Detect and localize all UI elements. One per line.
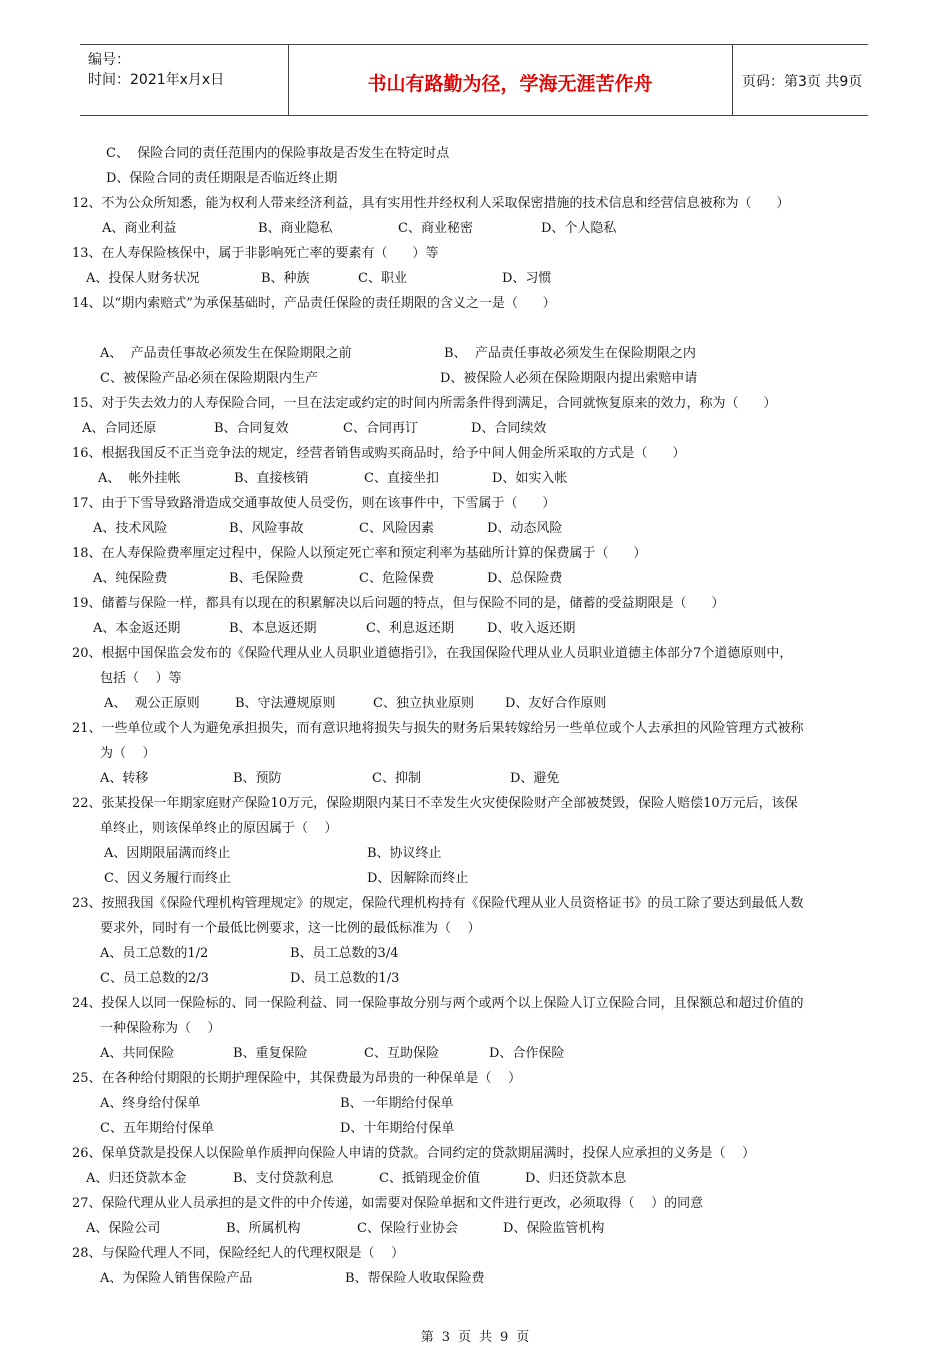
option: A、 帐外挂帐 <box>98 471 181 486</box>
question-line: 12、不为公众所知悉，能为权利人带来经济利益，具有实用性并经权利人采取保密措施的技术信息和经营信息被称为（ ） <box>72 196 790 211</box>
option: B、守法遵规原则 <box>235 696 336 711</box>
option: C、危险保费 <box>359 571 434 586</box>
option: C、利息返还期 <box>366 621 454 636</box>
option: D、避免 <box>510 771 560 786</box>
code-label: 编号： <box>88 52 130 68</box>
option: C、直接坐扣 <box>364 471 439 486</box>
option: B、 产品责任事故必须发生在保险期限之内 <box>444 346 696 361</box>
header-page-cell <box>732 45 868 115</box>
option: A、归还贷款本金 <box>86 1171 187 1186</box>
option: A、员工总数的1/2 <box>100 946 209 961</box>
option: B、帮保险人收取保险费 <box>345 1271 485 1286</box>
footer-label: 页 <box>457 1330 471 1345</box>
question-line: 22、张某投保一年期家庭财产保险10万元，保险期限内某日不幸发生火灾使保险财产全部被焚毁，保险人赔偿10万元后，该保 <box>72 796 798 811</box>
text-line: D、保险合同的责任期限是否临近终止期 <box>106 171 338 186</box>
option: B、种族 <box>261 271 310 286</box>
option: D、合同续效 <box>471 421 547 436</box>
option: C、合同再订 <box>343 421 418 436</box>
option: B、本息返还期 <box>229 621 317 636</box>
question-line: 23、按照我国《保险代理机构管理规定》的规定，保险代理机构持有《保险代理从业人员资格证书》的员工除了要达到最低人数 <box>72 896 804 911</box>
question-line: 16、根据我国反不正当竞争法的规定，经营者销售或购买商品时，给予中间人佣金所采取的方式是（ ） <box>72 446 686 461</box>
text-line: C、 保险合同的责任范围内的保险事故是否发生在特定时点 <box>106 146 450 161</box>
question-line: 13、在人寿保险核保中，属于非影响死亡率的要素有（ ）等 <box>72 246 439 261</box>
option: A、纯保险费 <box>93 571 168 586</box>
option: D、员工总数的1/3 <box>290 971 400 986</box>
option: B、支付贷款利息 <box>233 1171 334 1186</box>
option: D、因解除而终止 <box>367 871 469 886</box>
option: B、重复保险 <box>233 1046 308 1061</box>
option: A、 产品责任事故必须发生在保险期限之前 <box>100 346 352 361</box>
option: D、个人隐私 <box>541 221 617 236</box>
option: D、友好合作原则 <box>505 696 607 711</box>
question-line: 14、以“期内索赔式”为承保基础时，产品责任保险的责任期限的含义之一是（ ） <box>72 296 556 311</box>
question-line: 单终止，则该保单终止的原因属于（ ） <box>100 821 338 836</box>
question-line: 为（ ） <box>100 746 156 761</box>
option: C、抑制 <box>372 771 421 786</box>
question-line: 28、与保险代理人不同，保险经纪人的代理权限是（ ） <box>72 1246 405 1261</box>
page-info: 页码：第3页 共9页 <box>742 74 863 90</box>
question-line: 21、一些单位或个人为避免承担损失，而有意识地将损失与损失的财务后果转嫁给另一些单位或个人去承担的风险管理方式被称 <box>72 721 804 736</box>
option: A、本金返还期 <box>93 621 181 636</box>
page-header <box>80 44 868 116</box>
option: A、商业利益 <box>102 221 177 236</box>
footer-label: 页 <box>516 1330 530 1345</box>
option: B、一年期给付保单 <box>340 1096 454 1111</box>
option: C、风险因素 <box>359 521 434 536</box>
motto: 书山有路勤为径，学海无涯苦作舟 <box>367 73 653 95</box>
option: B、直接核销 <box>234 471 309 486</box>
option: B、风险事故 <box>229 521 304 536</box>
header-meta-cell <box>80 45 289 115</box>
option: B、毛保险费 <box>229 571 304 586</box>
option: D、被保险人必须在保险期限内提出索赔申请 <box>440 371 698 386</box>
option: B、商业隐私 <box>258 221 333 236</box>
option: D、归还贷款本息 <box>525 1171 627 1186</box>
option: C、商业秘密 <box>398 221 473 236</box>
option: A、因期限届满而终止 <box>104 846 231 861</box>
question-line: 17、由于下雪导致路滑造成交通事故使人员受伤，则在该事件中，下雪属于（ ） <box>72 496 556 511</box>
option: D、动态风险 <box>487 521 563 536</box>
page-footer <box>0 1326 950 1345</box>
option: A、保险公司 <box>86 1221 161 1236</box>
option: D、合作保险 <box>489 1046 565 1061</box>
option: D、收入返还期 <box>487 621 576 636</box>
option: B、协议终止 <box>367 846 442 861</box>
option: B、所属机构 <box>226 1221 301 1236</box>
option: A、合同还原 <box>82 421 157 436</box>
option: C、员工总数的2/3 <box>100 971 209 986</box>
question-line: 26、保单贷款是投保人以保险单作质押向保险人申请的贷款。合同约定的贷款期届满时，投保人应承担的义务是（ ） <box>72 1146 756 1161</box>
option: C、职业 <box>358 271 407 286</box>
question-line: 25、在各种给付期限的长期护理保险中，其保费最为昂贵的一种保单是（ ） <box>72 1071 522 1086</box>
option: C、因义务履行而终止 <box>104 871 231 886</box>
footer-page-number: 3 <box>441 1330 450 1345</box>
option: C、互助保险 <box>364 1046 439 1061</box>
option: A、为保险人销售保险产品 <box>100 1271 253 1286</box>
footer-label: 共 <box>479 1330 493 1345</box>
option: A、技术风险 <box>93 521 168 536</box>
option: A、终身给付保单 <box>100 1096 201 1111</box>
question-line: 包括（ ）等 <box>100 671 182 686</box>
option: D、十年期给付保单 <box>340 1121 455 1136</box>
header-motto-cell <box>288 45 733 115</box>
option: C、抵销现金价值 <box>379 1171 480 1186</box>
option: A、共同保险 <box>100 1046 175 1061</box>
option: C、保险行业协会 <box>357 1221 458 1236</box>
option: D、习惯 <box>502 271 552 286</box>
option: B、预防 <box>233 771 282 786</box>
footer-label: 第 <box>420 1330 434 1345</box>
question-line: 一种保险称为（ ） <box>100 1021 221 1036</box>
question-line: 15、对于失去效力的人寿保险合同，一旦在法定或约定的时间内所需条件得到满足，合同就恢复原来的效力，称为（ ） <box>72 396 777 411</box>
question-line: 19、储蓄与保险一样，都具有以现在的积累解决以后问题的特点，但与保险不同的是，储蓄的受益期限是（ ） <box>72 596 725 611</box>
option: C、五年期给付保单 <box>100 1121 214 1136</box>
option: A、转移 <box>100 771 149 786</box>
question-line: 27、保险代理从业人员承担的是文件的中介传递，如需要对保险单据和文件进行更改，必须取得（ ）的同意 <box>72 1196 704 1211</box>
option: D、保险监管机构 <box>503 1221 605 1236</box>
question-line: 20、根据中国保监会发布的《保险代理从业人员职业道德指引》，在我国保险代理从业人员职业道德主体部分7个道德原则中， <box>72 646 793 661</box>
option: B、合同复效 <box>214 421 289 436</box>
question-line: 要求外，同时有一个最低比例要求，这一比例的最低标准为（ ） <box>100 921 481 936</box>
option: C、独立执业原则 <box>373 696 474 711</box>
question-line: 24、投保人以同一保险标的、同一保险利益、同一保险事故分别与两个或两个以上保险人订立保险合同，且保额总和超过价值的 <box>72 996 804 1011</box>
option: B、员工总数的3/4 <box>290 946 399 961</box>
option: D、总保险费 <box>487 571 563 586</box>
option: A、投保人财务状况 <box>86 271 200 286</box>
option: D、如实入帐 <box>492 471 568 486</box>
option: C、被保险产品必须在保险期限内生产 <box>100 371 318 386</box>
footer-total-pages: 9 <box>500 1330 509 1345</box>
question-line: 18、在人寿保险费率厘定过程中，保险人以预定死亡率和预定利率为基础所计算的保费属于（ ） <box>72 546 647 561</box>
option: A、 观公正原则 <box>104 696 200 711</box>
date-label: 时间：2021年x月x日 <box>88 72 225 88</box>
